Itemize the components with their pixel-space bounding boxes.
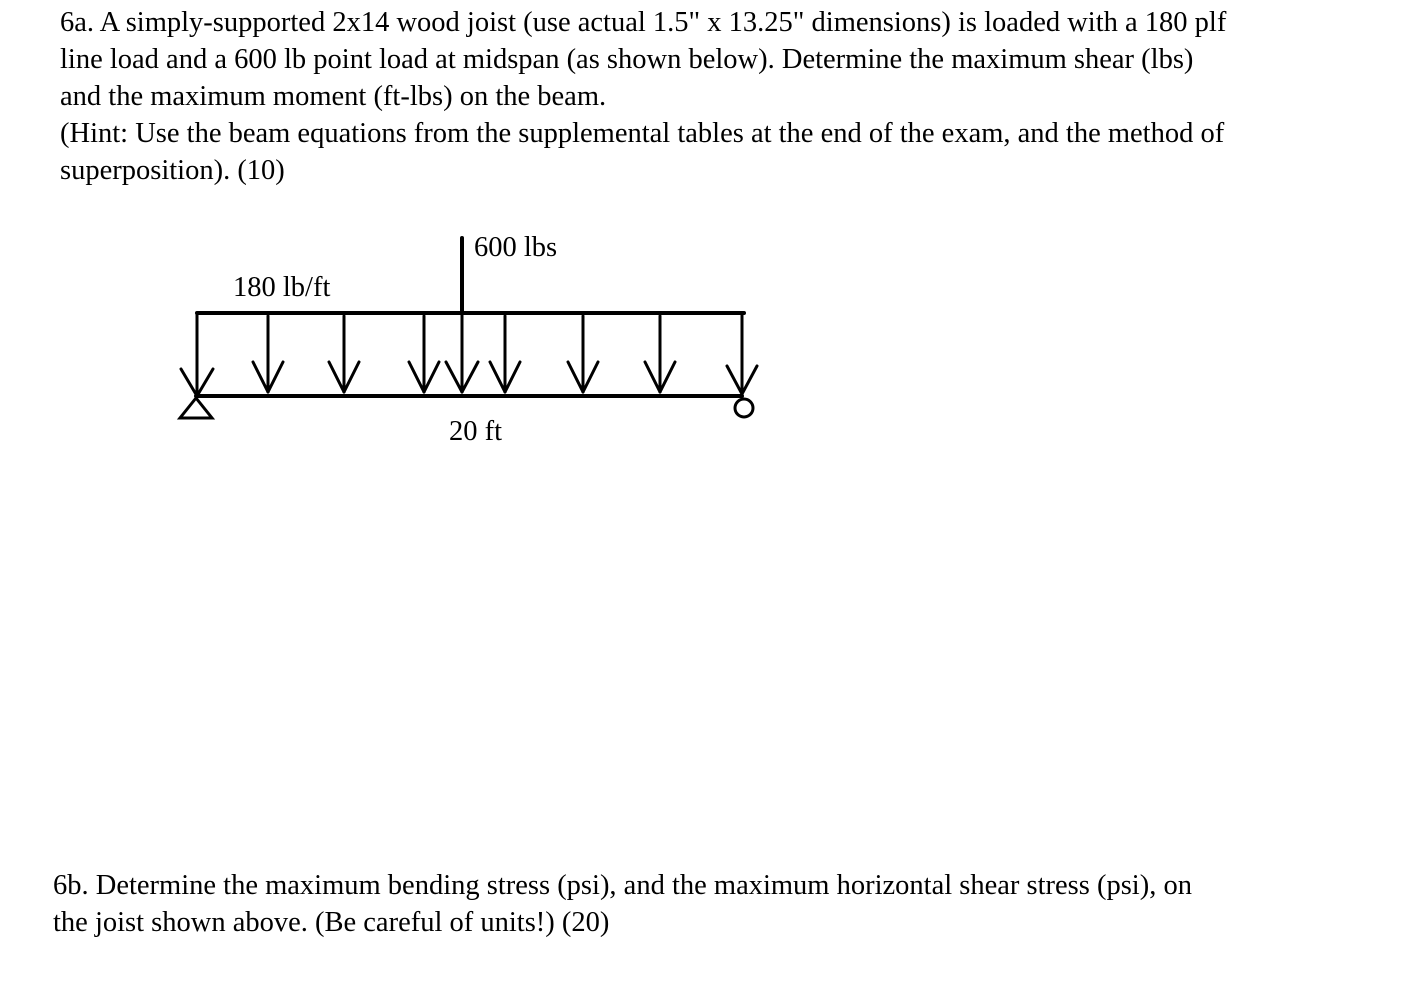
problem-6b-line-1: 6b. Determine the maximum bending stress (psi), and the maximum horizontal shear stress (psi), on <box>53 870 1192 901</box>
load-arrow <box>490 316 520 392</box>
problem-6b-line-2: the joist shown above. (Be careful of units!) (20) <box>53 907 610 938</box>
problem-6b-text <box>53 867 1192 941</box>
load-arrow <box>568 316 598 392</box>
problem-6a-line-4: (Hint: Use the beam equations from the supplemental tables at the end of the exam, and the method of <box>60 118 1225 149</box>
point-load-label: 600 lbs <box>474 232 558 263</box>
load-arrow <box>181 313 213 396</box>
roller-support-icon <box>735 399 753 417</box>
problem-6a-line-1: 6a. A simply-supported 2x14 wood joist (use actual 1.5" x 13.25" dimensions) is loaded with a 180 plf <box>60 7 1227 38</box>
load-arrow <box>727 313 757 394</box>
distributed-load-arrows <box>181 313 757 396</box>
load-arrow <box>253 316 283 392</box>
load-arrow <box>645 316 675 392</box>
point-load-arrow <box>446 313 478 392</box>
load-arrow <box>409 316 439 392</box>
span-label: 20 ft <box>449 416 503 447</box>
load-arrow <box>329 316 359 392</box>
line-load-label: 180 lb/ft <box>233 272 331 303</box>
pin-support-icon <box>180 398 212 418</box>
problem-6a-line-2: line load and a 600 lb point load at midspan (as shown below). Determine the maximum shear (lbs) <box>60 44 1194 75</box>
problem-6a-line-5: superposition). (10) <box>60 155 285 186</box>
problem-6a-line-3: and the maximum moment (ft-lbs) on the beam. <box>60 81 607 112</box>
